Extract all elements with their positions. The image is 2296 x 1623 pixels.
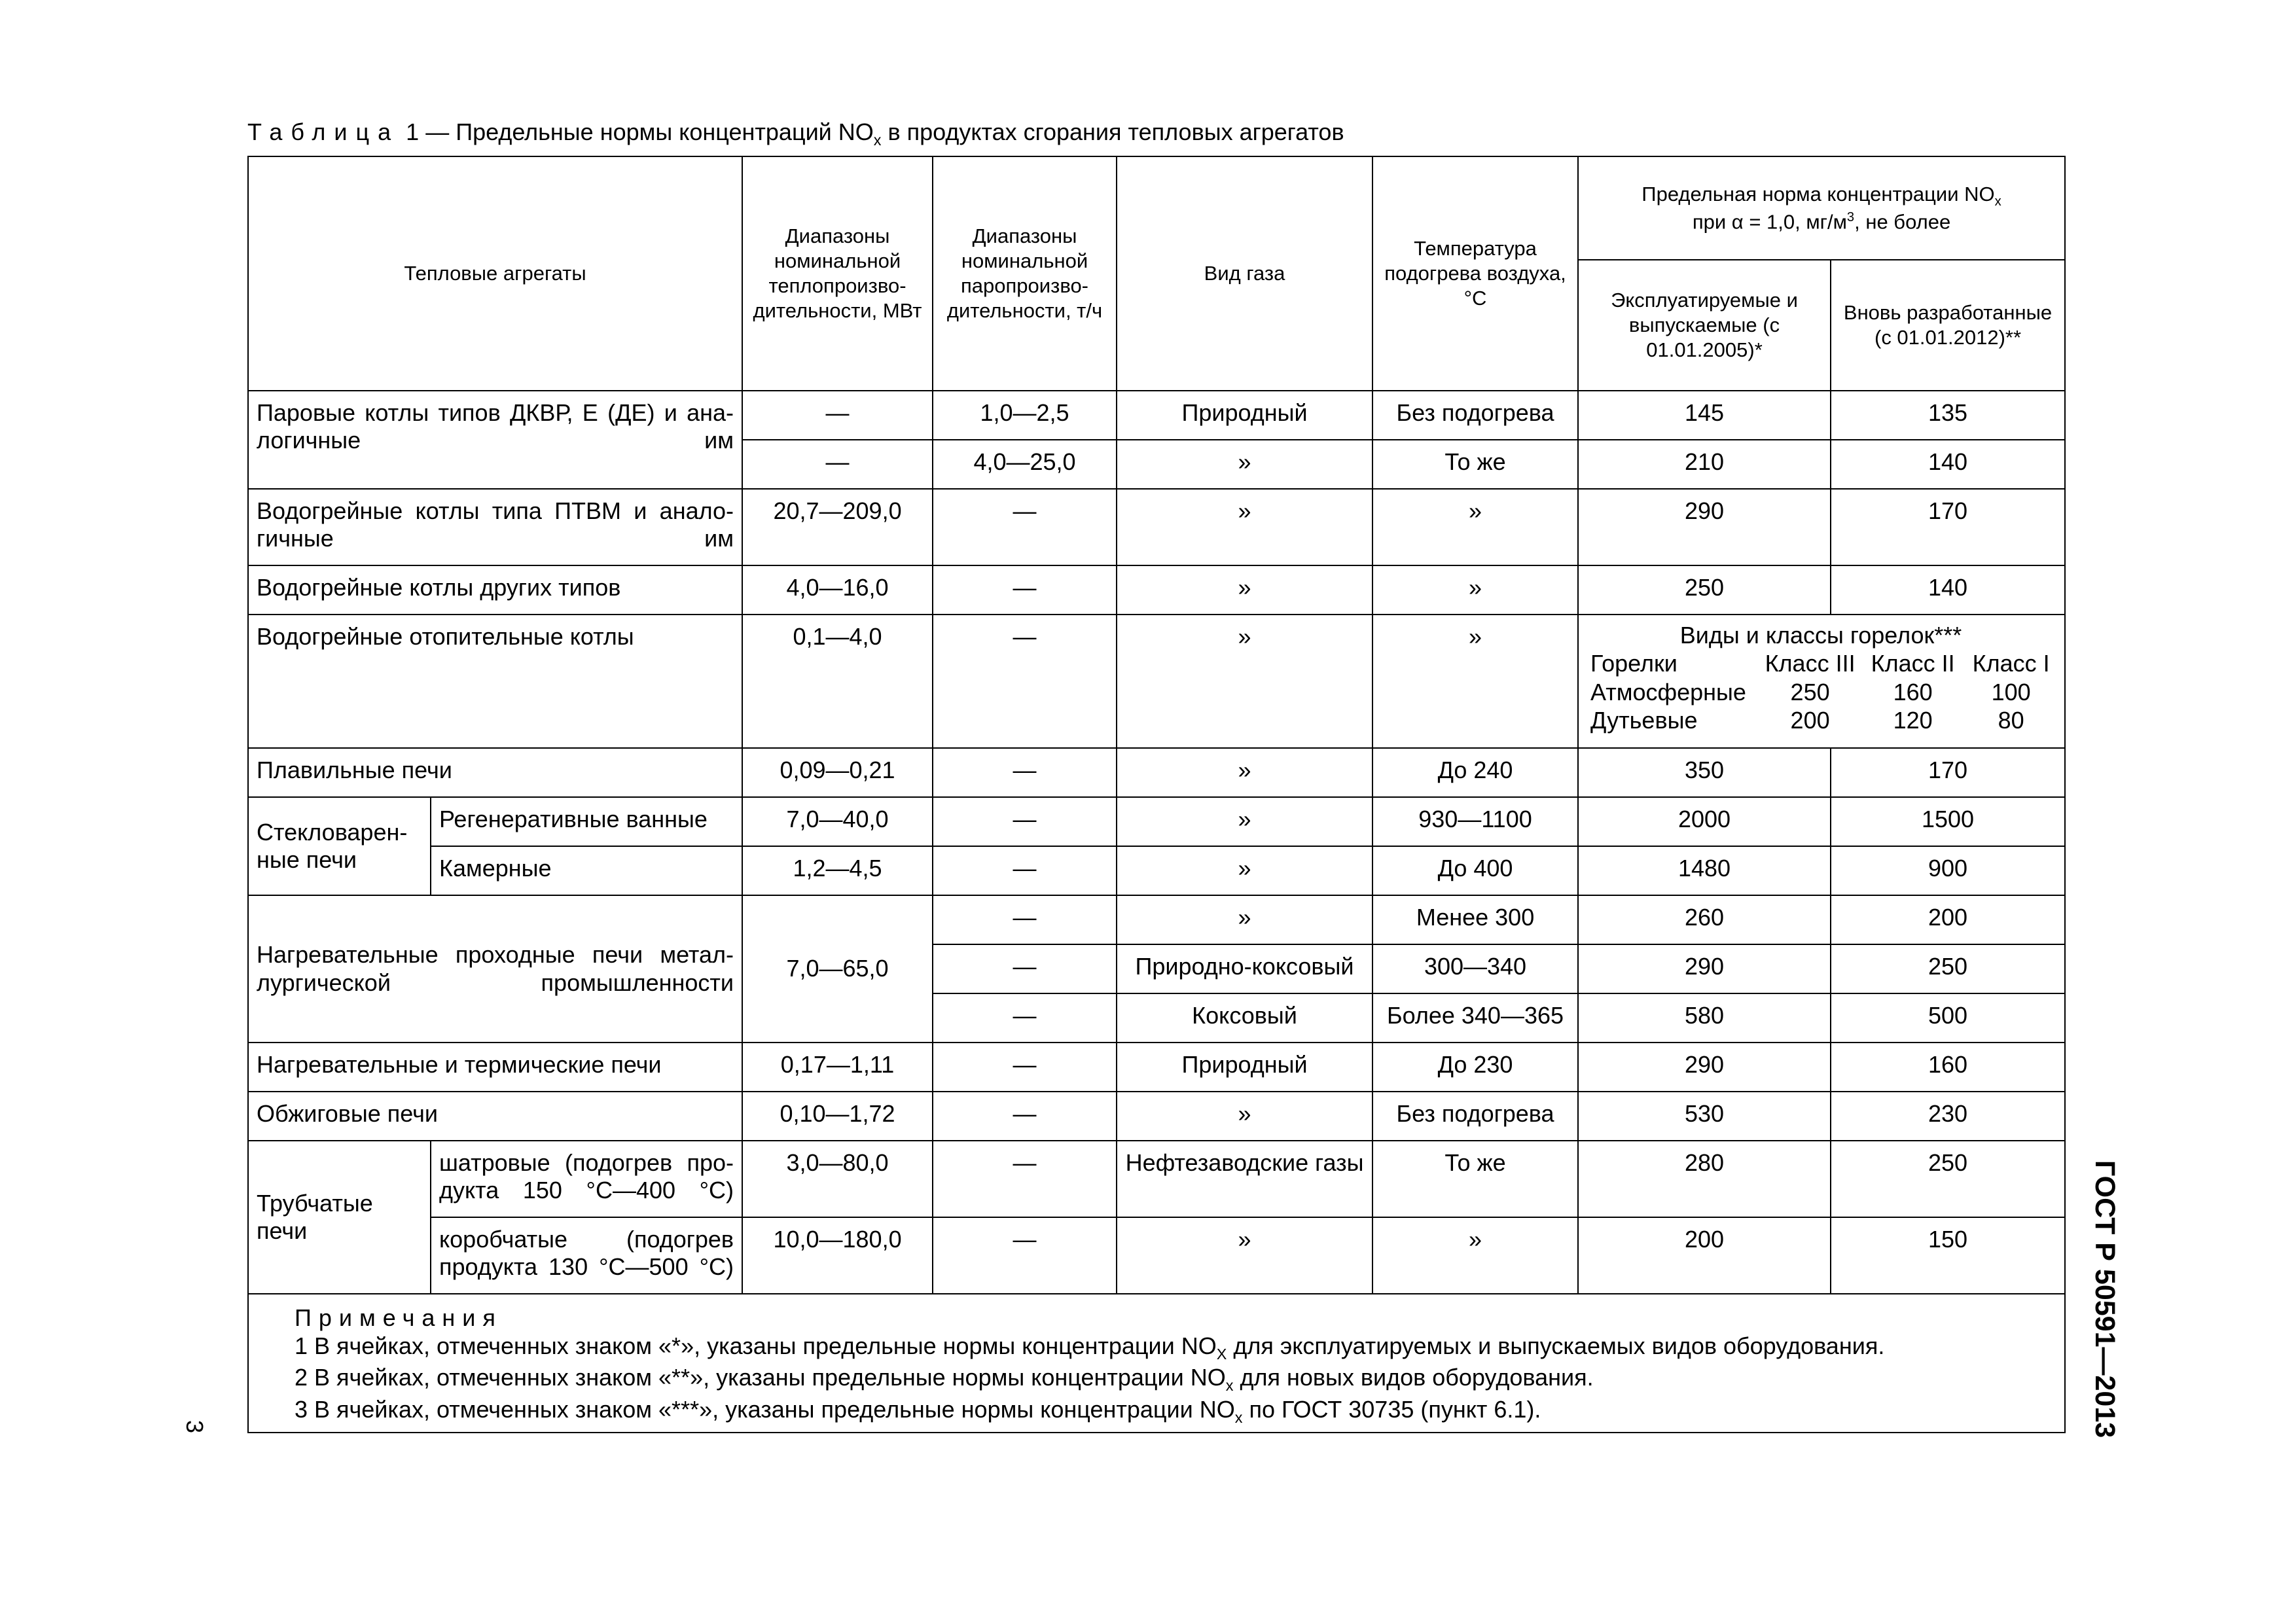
cell: » <box>1117 565 1372 615</box>
cell: 210 <box>1578 440 1831 489</box>
cell: 280 <box>1578 1141 1831 1217</box>
burner-cell: 80 <box>1998 706 2024 734</box>
notes <box>248 1294 2065 1433</box>
header-steam-range: Диапазоны номинальной паропроизво-дительности, т/ч <box>933 156 1117 391</box>
burner-header-cell: Класс I <box>1972 650 2050 677</box>
cell: 1500 <box>1831 797 2065 846</box>
cell: 145 <box>1578 391 1831 440</box>
row-label-thermal: Нагревательные и термические печи <box>248 1043 742 1092</box>
cell: 260 <box>1578 895 1831 944</box>
cell: 160 <box>1831 1043 2065 1092</box>
cell: — <box>933 1141 1117 1217</box>
row-label-regenerative: Регенеративные ванные <box>431 797 742 846</box>
cell: 140 <box>1831 440 2065 489</box>
cell: — <box>933 846 1117 895</box>
burner-cell: 100 <box>1991 678 2031 705</box>
burner-header-cell: Горелки <box>1590 650 1677 677</box>
cell: » <box>1117 797 1372 846</box>
cell: Более 340—365 <box>1372 993 1578 1043</box>
cell: 350 <box>1578 748 1831 797</box>
cell: — <box>933 1092 1117 1141</box>
cell: — <box>933 565 1117 615</box>
table-row <box>248 748 2065 797</box>
cell: » <box>1117 440 1372 489</box>
cell: 290 <box>1578 1043 1831 1092</box>
header-limit <box>1578 156 2065 260</box>
table-row <box>248 1092 2065 1141</box>
note-2-sub: x <box>1225 1377 1234 1395</box>
burner-cell: 160 <box>1893 678 1933 705</box>
note-1 <box>295 1332 2047 1363</box>
row-label-melting: Плавильные печи <box>248 748 742 797</box>
cell: » <box>1372 615 1578 748</box>
row-label-steam-boilers: Паровые котлы типов ДКВР, Е (ДЕ) и ана-логичные им <box>248 391 742 489</box>
header-limit-line1: Предельная норма концентрации NO <box>1641 182 1995 205</box>
cell: Без подогрева <box>1372 1092 1578 1141</box>
table-row <box>248 489 2065 565</box>
burner-cell: 120 <box>1893 706 1933 734</box>
burner-cell: Дутьевые <box>1590 706 1698 734</box>
row-label-hw-other: Водогрейные котлы других типов <box>248 565 742 615</box>
row-label-chamber: Камерные <box>431 846 742 895</box>
standard-designation: ГОСТ Р 50591—2013 <box>2089 1160 2121 1438</box>
cell: 290 <box>1578 489 1831 565</box>
burner-header-cell: Класс III <box>1765 650 1856 677</box>
cell: То же <box>1372 1141 1578 1217</box>
row-label-box: коробчатые (подогрев продукта 130 °С—500 °С) <box>431 1217 742 1294</box>
header-existing: Эксплуатируемые и выпускаемые (с 01.01.2005)* <box>1578 260 1831 391</box>
header-limit-sup: 3 <box>1846 210 1855 225</box>
row-label-heating-boilers: Водогрейные отопительные котлы <box>248 615 742 748</box>
cell: » <box>1117 1092 1372 1141</box>
cell: То же <box>1372 440 1578 489</box>
cell: — <box>933 1217 1117 1294</box>
cell: До 240 <box>1372 748 1578 797</box>
cell: Природный <box>1117 1043 1372 1092</box>
cell: 1480 <box>1578 846 1831 895</box>
cell: — <box>742 440 933 489</box>
cell: » <box>1372 1217 1578 1294</box>
cell: 290 <box>1578 944 1831 993</box>
row-label-firing: Обжиговые печи <box>248 1092 742 1141</box>
burner-row <box>1590 678 2058 706</box>
cell: 4,0—16,0 <box>742 565 933 615</box>
header-limit-line2a: при α = 1,0, мг/м <box>1692 210 1847 234</box>
burner-table <box>1590 649 2058 734</box>
burner-cell: 200 <box>1790 706 1830 734</box>
cell: 7,0—40,0 <box>742 797 933 846</box>
cell: Природно-коксовый <box>1117 944 1372 993</box>
cell: — <box>933 797 1117 846</box>
note-3 <box>295 1395 2047 1427</box>
table-title-label: Таблица <box>247 118 400 145</box>
cell: — <box>933 895 1117 944</box>
cell: » <box>1372 489 1578 565</box>
cell: » <box>1117 489 1372 565</box>
cell: 1,2—4,5 <box>742 846 933 895</box>
burner-cell: Атмосферные <box>1590 678 1746 705</box>
cell: — <box>933 748 1117 797</box>
cell: До 230 <box>1372 1043 1578 1092</box>
page-number: 3 <box>181 1419 208 1434</box>
header-units: Тепловые агрегаты <box>248 156 742 391</box>
table-row <box>248 1217 2065 1294</box>
header-limit-sub: x <box>1994 194 2001 209</box>
table-title <box>247 118 1344 149</box>
cell: 0,09—0,21 <box>742 748 933 797</box>
row-label-metallurgy: Нагревательные проходные печи метал-лургической промышленности <box>248 895 742 1043</box>
cell: 140 <box>1831 565 2065 615</box>
burner-title: Виды и классы горелок*** <box>1679 622 1962 649</box>
cell: 7,0—65,0 <box>742 895 933 1043</box>
note-1-text: 1 В ячейках, отмеченных знаком «*», указаны предельные нормы концентрации NO <box>295 1332 1217 1360</box>
burner-header-cell: Класс II <box>1871 650 1955 677</box>
table-title-sub: x <box>873 132 882 149</box>
row-group-glass: Стекловарен-ные печи <box>248 797 431 895</box>
cell: 930—1100 <box>1372 797 1578 846</box>
row-group-tubular: Трубчатые печи <box>248 1141 431 1294</box>
cell: 20,7—209,0 <box>742 489 933 565</box>
burner-header-row <box>1590 649 2058 677</box>
cell: 10,0—180,0 <box>742 1217 933 1294</box>
cell: — <box>933 993 1117 1043</box>
cell: — <box>933 489 1117 565</box>
row-label-ptvm: Водогрейные котлы типа ПТВМ и анало-гичные им <box>248 489 742 565</box>
cell: 200 <box>1831 895 2065 944</box>
table-row <box>248 895 2065 944</box>
cell: 250 <box>1831 1141 2065 1217</box>
cell: Менее 300 <box>1372 895 1578 944</box>
table-row <box>248 615 2065 748</box>
cell: — <box>742 391 933 440</box>
cell: » <box>1372 565 1578 615</box>
cell: Природный <box>1117 391 1372 440</box>
cell: 500 <box>1831 993 2065 1043</box>
note-3-tail: по ГОСТ 30735 (пункт 6.1). <box>1242 1395 1541 1423</box>
cell: 580 <box>1578 993 1831 1043</box>
cell: 900 <box>1831 846 2065 895</box>
header-new: Вновь разработанные (с 01.01.2012)** <box>1831 260 2065 391</box>
cell: 0,17—1,11 <box>742 1043 933 1092</box>
table-row <box>248 1043 2065 1092</box>
row-label-tent: шатровые (подогрев про-дукта 150 °С—400 °С) <box>431 1141 742 1217</box>
header-gas-type: Вид газа <box>1117 156 1372 391</box>
cell: » <box>1117 1217 1372 1294</box>
note-3-text: 3 В ячейках, отмеченных знаком «***», указаны предельные нормы концентрации NO <box>295 1395 1235 1423</box>
table-row <box>248 565 2065 615</box>
table-row <box>248 846 2065 895</box>
note-2-tail: для новых видов оборудования. <box>1233 1364 1594 1391</box>
cell: 135 <box>1831 391 2065 440</box>
cell: 1,0—2,5 <box>933 391 1117 440</box>
cell: » <box>1117 895 1372 944</box>
header-heat-range: Диапазоны номинальной теплопроизво-дительности, МВт <box>742 156 933 391</box>
cell: Без подогрева <box>1372 391 1578 440</box>
cell: 0,1—4,0 <box>742 615 933 748</box>
header-air-temp: Температура подогрева воздуха, °С <box>1372 156 1578 391</box>
cell: 170 <box>1831 748 2065 797</box>
cell: » <box>1117 748 1372 797</box>
cell: 4,0—25,0 <box>933 440 1117 489</box>
cell: Коксовый <box>1117 993 1372 1043</box>
header-limit-line2b: , не более <box>1854 210 1951 234</box>
note-2-text: 2 В ячейках, отмеченных знаком «**», указаны предельные нормы концентрации NO <box>295 1364 1226 1391</box>
cell: — <box>933 1043 1117 1092</box>
cell: — <box>933 944 1117 993</box>
cell: 530 <box>1578 1092 1831 1141</box>
note-3-sub: x <box>1234 1408 1243 1426</box>
cell: Нефтезаводские газы <box>1117 1141 1372 1217</box>
table-row <box>248 391 2065 440</box>
cell: 300—340 <box>1372 944 1578 993</box>
note-1-sub: X <box>1216 1346 1227 1363</box>
note-1-tail: для эксплуатируемых и выпускаемых видов оборудования. <box>1227 1332 1885 1360</box>
table-title-tail: в продуктах сгорания тепловых агрегатов <box>881 118 1344 145</box>
cell: — <box>933 615 1117 748</box>
table-row <box>248 1141 2065 1217</box>
cell: До 400 <box>1372 846 1578 895</box>
cell: 170 <box>1831 489 2065 565</box>
burner-cell: 250 <box>1790 678 1830 705</box>
notes-row <box>248 1294 2065 1433</box>
cell: 150 <box>1831 1217 2065 1294</box>
cell: » <box>1117 846 1372 895</box>
cell: 230 <box>1831 1092 2065 1141</box>
table-title-text: 1 — Предельные нормы концентраций NO <box>406 118 874 145</box>
cell: 200 <box>1578 1217 1831 1294</box>
cell: 250 <box>1831 944 2065 993</box>
header-row-1 <box>248 156 2065 260</box>
nox-limits-table <box>247 156 2066 1433</box>
notes-heading: Примечания <box>295 1304 503 1331</box>
cell: 250 <box>1578 565 1831 615</box>
table-row <box>248 797 2065 846</box>
note-2 <box>295 1363 2047 1395</box>
cell: 2000 <box>1578 797 1831 846</box>
cell: » <box>1117 615 1372 748</box>
cell: 3,0—80,0 <box>742 1141 933 1217</box>
burner-classes <box>1578 615 2065 748</box>
cell: 0,10—1,72 <box>742 1092 933 1141</box>
burner-row <box>1590 706 2058 734</box>
